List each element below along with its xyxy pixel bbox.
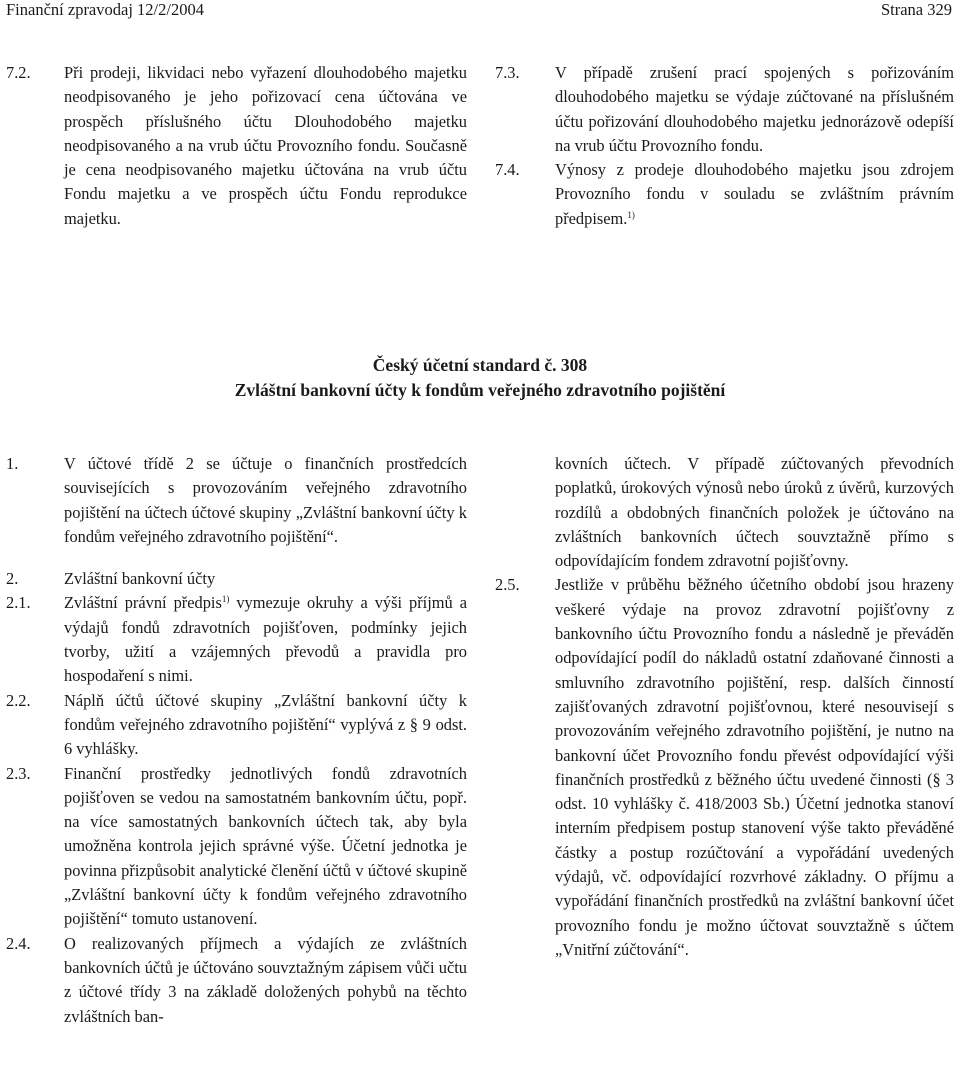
section-text: Při prodeji, likvidaci nebo vyřazení dlouhodobého majetku neodpisovaného je jeho pořizovací cena účtována ve prospěch příslušného účtu Dlouhodobého majetku neodpisovaného a na vrub účtu Provozního fondu. Současně je cena neodpisovaného majetku účtována na vrub účtu Fondu majetku a ve prospěch účtu Fondu reprodukce majetku. [64,63,467,228]
paragraph-continuation: kovních účtech. V případě zúčtovaných převodních poplatků, úrokových výnosů nebo úroků z úvěrů, kurzových rozdílů a obdobných finančních položek je účtováno na zvláštních bankovních účtech souvztažně přímo s odpovídajícím fondem zdravotní pojišťovny. [555,454,954,571]
paragraph-2-1 [6,591,467,688]
paragraph-number: 2.1. [6,593,31,613]
paragraph-number: 2.2. [6,690,31,710]
page-number: Strana 329 [880,0,952,19]
section-text: V případě zrušení prací spojených s pořizováním dlouhodobého majetku se výdaje zúčtované na příslušném účtu pořizování dlouhodobého majetku jednorázově odepíší na vrub účtu Provozního fondu. [555,63,954,155]
paragraph-2-4 [6,932,467,1029]
paragraph-text: O realizovaných příjmech a výdajích ze zvláštních bankovních účtů je účtováno souvztažným zápisem vůči učtu z účtové třídy 3 na základě doložených pohybů na těchto zvláštních ban- [64,933,467,1026]
section-text-wrap [555,158,954,231]
section-number: 7.2. [6,63,31,82]
section-number: 7.3. [495,63,520,82]
top-right-column [495,61,954,231]
standard-title-heading: Zvláštní bankovní účty k fondům veřejného zdravotního pojištění [234,380,726,400]
footnote-ref: 1) [221,594,230,605]
paragraph-2-2 [6,689,467,762]
paragraph-text: V účtové třídě 2 se účtuje o finančních prostředcích souvisejících s provozováním veřejného zdravotního pojištění na účtech účtové skupiny „Zvláštní bankovní účty k fondům veřejného zdravotního pojištění“. [64,454,467,546]
paragraph-2-5 [495,573,954,962]
publication-title: Finanční zpravodaj 12/2/2004 [6,0,204,19]
bottom-left-column [6,452,467,1029]
paragraph-2-3 [6,762,467,932]
section-7-3 [495,61,954,158]
paragraph-number: 1. [6,454,19,473]
standard-number-heading: Český účetní standard č. 308 [372,355,588,375]
top-left-column [6,61,467,231]
paragraph-2 [6,567,467,591]
paragraph-text: Zvláštní právní předpis [64,593,222,613]
section-7-2 [6,61,467,231]
paragraph-number: 2.3. [6,763,31,783]
paragraph-text: Zvláštní bankovní účty [64,569,216,589]
paragraph-number: 2.4. [6,933,31,953]
paragraph-number: 2.5. [495,575,520,595]
paragraph-1 [6,452,467,549]
paragraph-number: 2. [6,569,19,589]
paragraph-text: Náplň účtů účtové skupiny „Zvláštní bankovní účty k fondům veřejného zdravotního pojištění“ vyplývá z § 9 odst. 6 vyhlášky. [64,690,467,759]
section-text: Výnosy z prodeje dlouhodobého majetku jsou zdrojem Provozního fondu v souladu se zvláštním právním předpisem. [555,160,954,228]
section-number: 7.4. [495,160,520,180]
paragraph-text-wrap [64,591,467,688]
footnote-ref: 1) [627,209,635,220]
bottom-right-column [495,452,954,962]
page-header [0,0,960,30]
paragraph-text: Finanční prostředky jednotlivých fondů zdravotních pojišťoven se vedou na samostatném bankovním účtu, popř. na více samostatných bankovních účtech tak, aby byla umožněna kontrola jejich správné výše. Účetní jednotka je povinna přizpůsobit analytické členění účtů v účtové skupině „Zvláštní bankovní účty k fondům veřejného zdravotního pojištění“ tomuto ustanovení. [64,763,467,929]
paragraph-text-cont: vymezuje okruhy a výši příjmů a výdajů fondů zdravotních pojišťoven, podmínky jejich tvorby, užití a vzájemných převodů a pravidla pro hospodaření s nimi. [64,593,467,686]
section-7-4 [495,158,954,231]
paragraph-text: Jestliže v průběhu běžného účetního období jsou hrazeny veškeré výdaje na provoz zdravotní pojišťovny z bankovního účtu Provozního fondu a následně je převáděn odpovídající podíl do nákladů ostatní zdaňované činnosti a smluvního zdravotního pojištění, resp. dalších činností zajišťovaných zdravotní pojišťovnou, které nesouvisejí s provozováním veřejného zdravotního pojištění, je nutno na bankovní účet Provozního fondu převést odpovídající výši finančních prostředků z běžného účtu uvedené činnosti (§ 3 odst. 10 vyhlášky č. 418/2003 Sb.) Účetní jednotka stanoví interním předpisem postup stanovení výše takto převáděné částky a postup rozúčtování a vypořádání uvedených výdajů, vč. odpovídající rozvrhové základny. O příjmu a vypořádání finančních prostředků na zvláštní bankovní účet provozního fondu je možno účtovat souvztažně s účtem „Vnitřní zúčtování“. [555,575,954,959]
